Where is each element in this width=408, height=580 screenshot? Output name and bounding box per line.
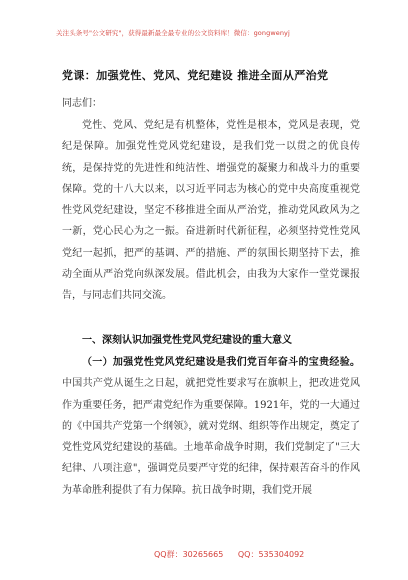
subsection-block [62,352,360,501]
footer-qq-group: QQ群：30265665 [154,550,224,559]
subsection-paragraph [62,352,360,501]
document-title: 党课：加强党性、党风、党纪建设 推进全面从严治党 [62,69,329,82]
section-heading: 一、深刻认识加强党性党风党纪建设的重大意义 [82,335,292,346]
subsection-body: 中国共产党从诞生之日起，就把党性要求写在旗帜上，把改进党风作为重要任务，把严肃党纪作为重要保障。1921年，党的一大通过的《中国共产党第一个纲领》，就对党纲、组织等作出规定，奠定了党性党风党纪建设的基础。土地革命战争时期，我们党制定了"三大纪律、八项注意"，强调党员要严守党的纪律，保持艰苦奋斗的作风为革命胜利提供了有力保障。抗日战争时期，我们党开展 [62,378,360,496]
footer-qq: QQ：535304092 [237,550,305,559]
subsection-heading: （一）加强党性党风党纪建设是我们党百年奋斗的宝贵经验。 [82,357,360,368]
intro-section [62,115,360,307]
footer-contact [154,549,316,560]
greeting: 同志们： [62,98,102,109]
intro-paragraph: 党性、党风、党纪是有机整体，党性是根本，党风是表现，党纪是保障。加强党性党风党纪建设，是我们党一以贯之的优良传统，是保持党的先进性和纯洁性、增强党的凝聚力和战斗力的重要保障。党的十八大以来，以习近平同志为核心的党中央高度重视党性党风党纪建设，坚定不移推进全面从严治党，推动党风政风为之一新，党心民心为之一振。奋进新时代新征程，必须坚持党性党风党纪一起抓，把严的基调、严的措施、严的氛围长期坚持下去，推动全面从严治党向纵深发展。借此机会，由我为大家作一堂党课报告，与同志们共同交流。 [62,120,360,302]
header-banner: 关注头条号"公文研究"，获得最新最全最专业的公文资料库！微信：gongwenyj [56,29,290,37]
